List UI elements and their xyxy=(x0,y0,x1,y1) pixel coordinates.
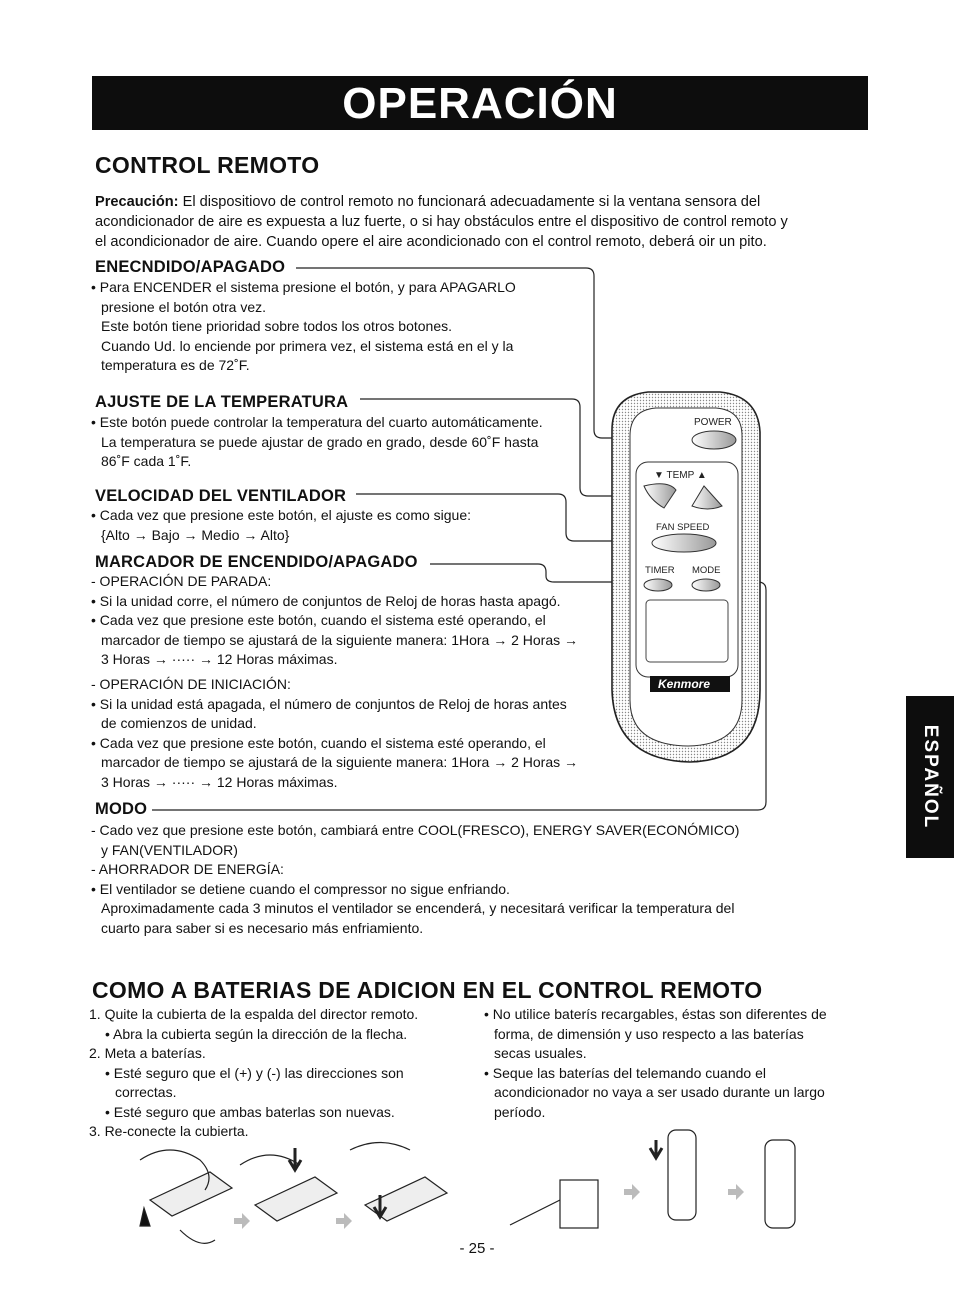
text-line: correctas. xyxy=(115,1084,177,1100)
text-line: - AHORRADOR DE ENERGÍA: xyxy=(91,861,284,877)
heading-temperature: AJUSTE DE LA TEMPERATURA xyxy=(95,393,349,411)
text-line: temperatura es de 72˚F. xyxy=(101,357,250,373)
text-line: • Este botón puede controlar la temperatura del cuarto automáticamente. xyxy=(91,414,543,430)
text-line: Cuando Ud. lo enciende por primera vez, el sistema está en el y la xyxy=(101,337,514,354)
text-line: período. xyxy=(494,1103,546,1120)
text-line: • Abra la cubierta según la dirección de la flecha. xyxy=(105,1025,408,1042)
caution-line: el acondicionador de aire. Cuando opere el aire acondicionado con el control remoto, deberá oir un pito. xyxy=(95,234,767,250)
language-side-tab xyxy=(906,696,954,858)
text-line: 3 Horas → ····· → 12 Horas máximas. xyxy=(101,651,338,667)
heading-power: ENECNDIDO/APAGADO xyxy=(95,258,286,276)
heading-timer: MARCADOR DE ENCENDIDO/APAGADO xyxy=(95,553,418,571)
text-line: • No utilice baterís recargables, éstas son diferentes de xyxy=(484,1006,827,1022)
battery-remove-sequence xyxy=(510,1130,795,1228)
arrow-right-icon xyxy=(234,1213,250,1229)
battery-step-open-cover xyxy=(140,1150,232,1243)
text-line: 3 Horas → ····· → 12 Horas máximas. xyxy=(101,773,338,790)
caution-line: acondicionador de aire es expuesta a luz fuerte, o si hay obstáculos entre el dispositivo de control remoto y xyxy=(95,214,788,230)
text-line: • Cada vez que presione este botón, cuando el sistema esté operando, el xyxy=(91,612,546,628)
text-line: • Cada vez que presione este botón, el ajuste es como sigue: xyxy=(91,507,472,523)
text-line: • Esté seguro que el (+) y (-) las direcciones son xyxy=(105,1064,404,1081)
text-line: • Cada vez que presione este botón, cuando el sistema esté operando, el xyxy=(91,734,546,751)
text-line: marcador de tiempo se ajustará de la siguiente manera: 1Hora → 2 Horas → xyxy=(101,631,579,648)
text-line: • Para ENCENDER el sistema presione el botón, y para APAGARLO xyxy=(91,279,516,295)
remote-timer-label: TIMER xyxy=(645,565,675,576)
remote-temp-label: ▼ TEMP ▲ xyxy=(654,470,707,481)
page-number: - 25 - xyxy=(459,1240,495,1257)
arrow-right-icon xyxy=(336,1213,352,1229)
text-line: La temperatura se puede ajustar de grado en grado, desde 60˚F hasta xyxy=(101,433,539,450)
text-line: forma, de dimensión y uso respecto a las baterías xyxy=(494,1025,804,1042)
remote-brand-logo: Kenmore xyxy=(658,677,711,691)
battery-step-close-cover xyxy=(350,1143,447,1222)
caution-line: El dispositiovo de control remoto no funcionará adecuadamente si la ventana sensora del xyxy=(178,194,761,210)
arrow-right-icon xyxy=(624,1184,640,1200)
side-tab-label: ESPAÑOL xyxy=(920,724,941,830)
text-line: 3. Re-conecte la cubierta. xyxy=(89,1123,249,1139)
text-line: {Alto → Bajo → Medio → Alto} xyxy=(101,526,290,543)
text-line: acondicionador no vaya a ser usado durante un largo xyxy=(494,1084,825,1100)
battery-step-insert xyxy=(240,1148,337,1221)
caution-label: Precaución: xyxy=(95,194,179,210)
text-line: secas usuales. xyxy=(494,1045,587,1061)
text-line: 2. Meta a baterías. xyxy=(89,1045,206,1061)
text-line: marcador de tiempo se ajustará de la siguiente manera: 1Hora → 2 Horas → xyxy=(101,754,579,770)
remote-fan-label: FAN SPEED xyxy=(656,522,710,533)
arrow-right-icon xyxy=(728,1184,744,1200)
heading-fan-speed: VELOCIDAD DEL VENTILADOR xyxy=(95,487,347,505)
text-line: 1. Quite la cubierta de la espalda del director remoto. xyxy=(89,1006,419,1022)
text-line: Este botón tiene prioridad sobre todos los otros botones. xyxy=(101,318,452,334)
text-line: 86˚F cada 1˚F. xyxy=(101,453,192,469)
section-title-control-remoto: CONTROL REMOTO xyxy=(95,152,320,178)
text-line: - OPERACIÓN DE PARADA: xyxy=(91,573,272,589)
page-banner-title: OPERACIÓN xyxy=(92,76,868,130)
text-line: • Esté seguro que ambas baterlas son nuevas. xyxy=(105,1103,395,1120)
remote-power-label: POWER xyxy=(694,417,732,428)
text-line: presione el botón otra vez. xyxy=(101,298,266,315)
section-title-batteries: COMO A BATERIAS DE ADICION EN EL CONTROL REMOTO xyxy=(92,977,763,1003)
text-line: • Seque las baterías del telemando cuando el xyxy=(484,1064,766,1081)
text-line: • Si la unidad corre, el número de conjuntos de Reloj de horas hasta apagó. xyxy=(91,592,561,609)
text-line: • El ventilador se detiene cuando el compressor no sigue enfriando. xyxy=(91,880,510,897)
text-line: - Cado vez que presione este botón, cambiará entre COOL(FRESCO), ENERGY SAVER(ECONÓMICO) xyxy=(91,822,740,838)
heading-mode: MODO xyxy=(95,800,148,818)
text-line: cuarto para saber si es necesario más enfriamiento. xyxy=(101,919,424,936)
remote-mode-label: MODE xyxy=(692,565,721,576)
text-line: de comienzos de unidad. xyxy=(101,715,257,731)
text-line: - OPERACIÓN DE INICIACIÓN: xyxy=(91,676,291,692)
text-line: • Si la unidad está apagada, el número de conjuntos de Reloj de horas antes xyxy=(91,695,567,712)
text-line: Aproximadamente cada 3 minutos el ventilador se encenderá, y necesitará verificar la temperatura del xyxy=(101,900,735,916)
text-line: y FAN(VENTILADOR) xyxy=(101,841,238,858)
